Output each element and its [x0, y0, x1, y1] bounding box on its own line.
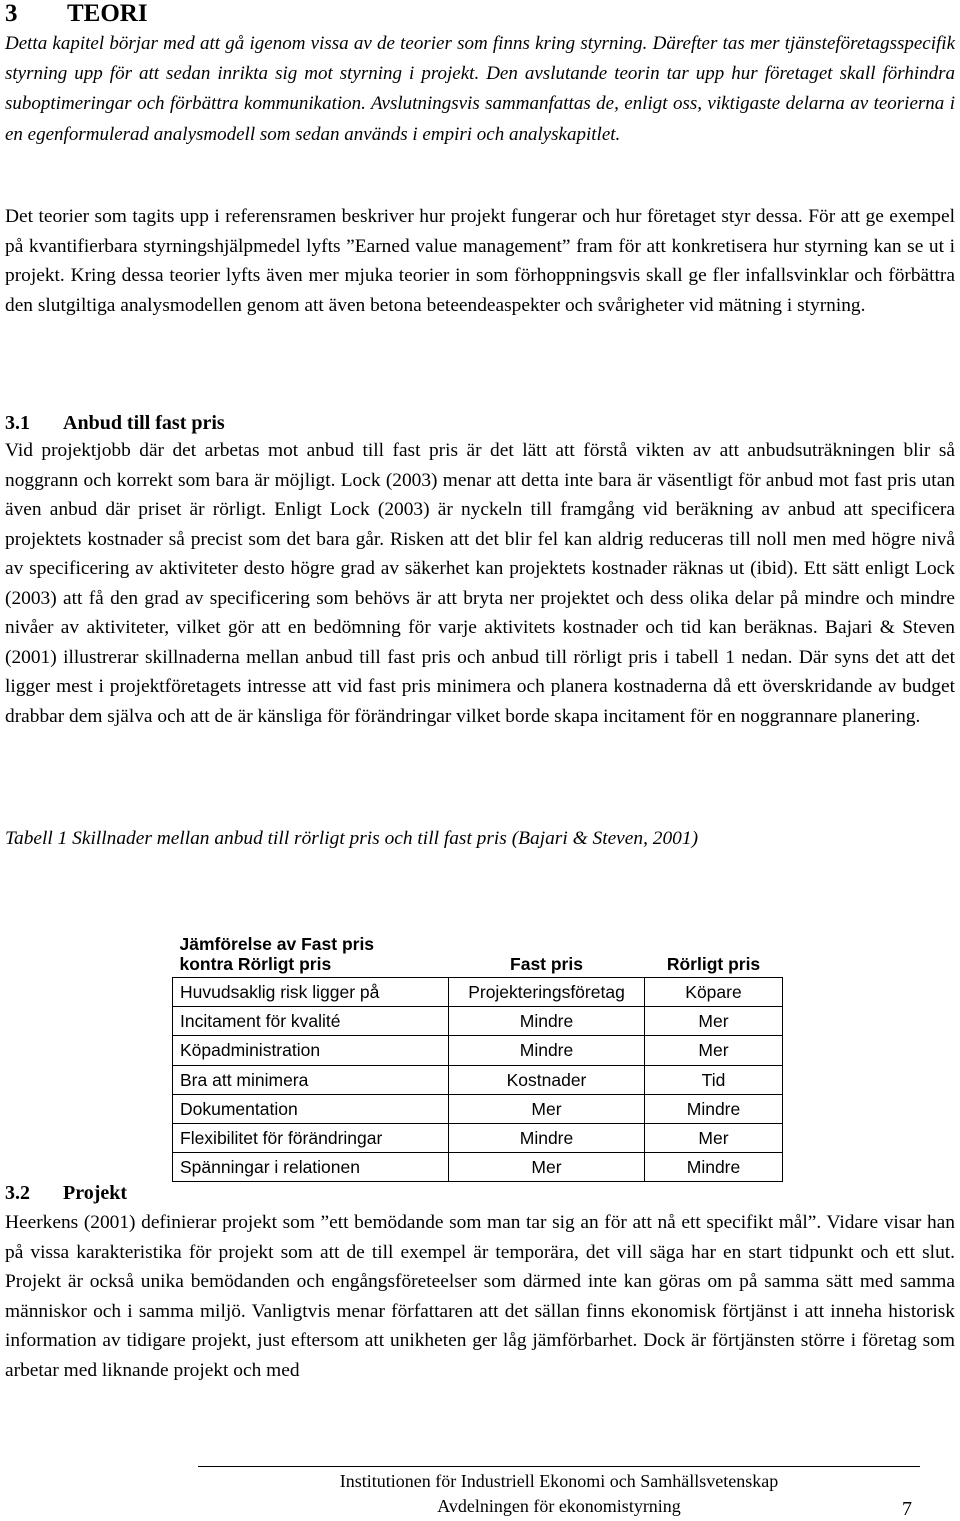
footer-divider [198, 1466, 920, 1467]
table-cell-rorligt-pris: Mer [645, 1123, 783, 1152]
table-cell-fast-pris: Kostnader [449, 1065, 645, 1094]
comparison-table [172, 922, 783, 1182]
chapter-intro: Detta kapitel börjar med att gå igenom vissa av de teorier som finns kring styrning. Därefter tas mer tjänsteföretagsspecifik styrning upp för att sedan inrikta sig mot styrning i projekt. Den avslutande teorin tar upp hur företaget skall förhindra suboptimeringar och förbättra kommunikation. Avslutningsvis sammanfattas de, enligt oss, viktigaste delarna av teorierna i en egenformulerad analysmodell som sedan används i empiri och analyskapitlet. [5, 33, 955, 145]
chapter-title: TEORI [67, 0, 148, 27]
table-cell-criterion: Incitament för kvalité [173, 1007, 449, 1036]
chapter-heading [5, 0, 955, 28]
table-row [173, 1094, 783, 1123]
section-title: Projekt [63, 1182, 128, 1204]
table-row [173, 1036, 783, 1065]
paragraph-anbud-fast-pris: Vid projektjobb där det arbetas mot anbud till fast pris är det lätt att förstå vikten av att anbudsuträkningen blir så noggrann och korrekt som bara är möjligt. Lock (2003) menar att detta inte bara är väsentligt för anbud mot fast pris utan även anbud där priset är rörligt. Enligt Lock (2003) är nyckeln till framgång vid beräkning av anbud att specificera projektets kostnader så precist som det bara går. Risken att det blir fel kan aldrig reduceras till noll men med högre nivå av specificering av aktiviteter desto högre grad av säkerhet kan projektets kostnader räknas ut (ibid). Ett sätt enligt Lock (2003) att få den grad av specificering som behövs är att bryta ner projektet och dess olika delar på mindre och mindre nivåer av aktiviteter, vilket gör att en bedömning för varje aktivitets kostnader och tid kan beräknas. Bajari & Steven (2001) illustrerar skillnaderna mellan anbud till fast pris och anbud till rörligt pris i tabell 1 nedan. Där syns det att det ligger mest i projektföretagets intresse att vid fast pris minimera och planera kostnaderna då ett överskridande av budget drabbar dem själva och att de är känsliga för förändringar vilket borde skapa incitament för en noggrannare planering. [5, 440, 955, 727]
table-cell-rorligt-pris: Tid [645, 1065, 783, 1094]
section-heading-3-2 [5, 1180, 955, 1206]
table-cell-criterion: Bra att minimera [173, 1065, 449, 1094]
table-row [173, 1007, 783, 1036]
section-heading-3-1 [5, 410, 955, 436]
table-cell-fast-pris: Projekteringsföretag [449, 978, 645, 1007]
table-header-fast-pris: Fast pris [510, 954, 583, 974]
table-cell-rorligt-pris: Mindre [645, 1094, 783, 1123]
table-header-row [173, 922, 783, 978]
table-cell-fast-pris: Mer [449, 1153, 645, 1182]
table-row [173, 978, 783, 1007]
table-row [173, 1123, 783, 1152]
header-line: kontra Rörligt pris [179, 954, 332, 974]
table-cell-fast-pris: Mer [449, 1094, 645, 1123]
footer-institution: Institutionen för Industriell Ekonomi och Samhällsvetenskap [339, 1471, 779, 1491]
table-cell-rorligt-pris: Mer [645, 1007, 783, 1036]
paragraph-projekt: Heerkens (2001) definierar projekt som ”ett bemödande som man tar sig an för att nå ett specifikt mål”. Vidare visar han på vissa karakteristika för projekt som att de till exempel är temporära, det vill säga har en start tidpunkt och ett slut. Projekt är också unika bemödanden och engångsföreteelser som därmed inte kan göras om på samma sätt med samma människor och i samma miljö. Vanligtvis menar författaren att det sällan finns ekonomisk förtjänst i att inneha historisk information av tidigare projekt, just eftersom att unikheten ger låg jämförbarhet. Dock är förtjänsten större i företag som arbetar med liknande projekt och med [5, 1212, 955, 1381]
chapter-number: 3 [5, 0, 18, 27]
table-row [173, 1065, 783, 1094]
table-cell-criterion: Spänningar i relationen [173, 1153, 449, 1182]
table-row [173, 1153, 783, 1182]
table-cell-rorligt-pris: Köpare [645, 978, 783, 1007]
table-header-comparison [173, 922, 449, 978]
table-cell-fast-pris: Mindre [449, 1123, 645, 1152]
table-cell-fast-pris: Mindre [449, 1007, 645, 1036]
paragraph-referensram: Det teorier som tagits upp i referensramen beskriver hur projekt fungerar och hur företaget styr dessa. För att ge exempel på kvantifierbara styrningshjälpmedel lyfts ”Earned value management” fram för att konkretisera hur styrning kan se ut i projekt. Kring dessa teorier lyfts även mer mjuka teorier in som förhoppningsvis skall ge fler infallsvinklar och förbättra den slutgiltiga analysmodellen genom att även betona beteendeaspekter och svårigheter vid mätning i styrning. [5, 206, 955, 316]
section-number: 3.2 [5, 1182, 30, 1204]
table-cell-rorligt-pris: Mindre [645, 1153, 783, 1182]
section-number: 3.1 [5, 412, 30, 434]
table-header-rorligt-pris: Rörligt pris [666, 954, 761, 974]
section-title: Anbud till fast pris [63, 412, 225, 434]
table-cell-rorligt-pris: Mer [645, 1036, 783, 1065]
table-cell-criterion: Dokumentation [173, 1094, 449, 1123]
table-cell-criterion: Flexibilitet för förändringar [173, 1123, 449, 1152]
table-cell-fast-pris: Mindre [449, 1036, 645, 1065]
table-caption: Tabell 1 Skillnader mellan anbud till rörligt pris och till fast pris (Bajari & Steven, 2001) [5, 828, 699, 849]
header-line: Jämförelse av Fast pris [179, 934, 375, 954]
footer-division: Avdelningen för ekonomistyrning [437, 1496, 681, 1516]
table-cell-criterion: Köpadministration [173, 1036, 449, 1065]
table-cell-criterion: Huvudsaklig risk ligger på [173, 978, 449, 1007]
page-number: 7 [902, 1498, 912, 1520]
